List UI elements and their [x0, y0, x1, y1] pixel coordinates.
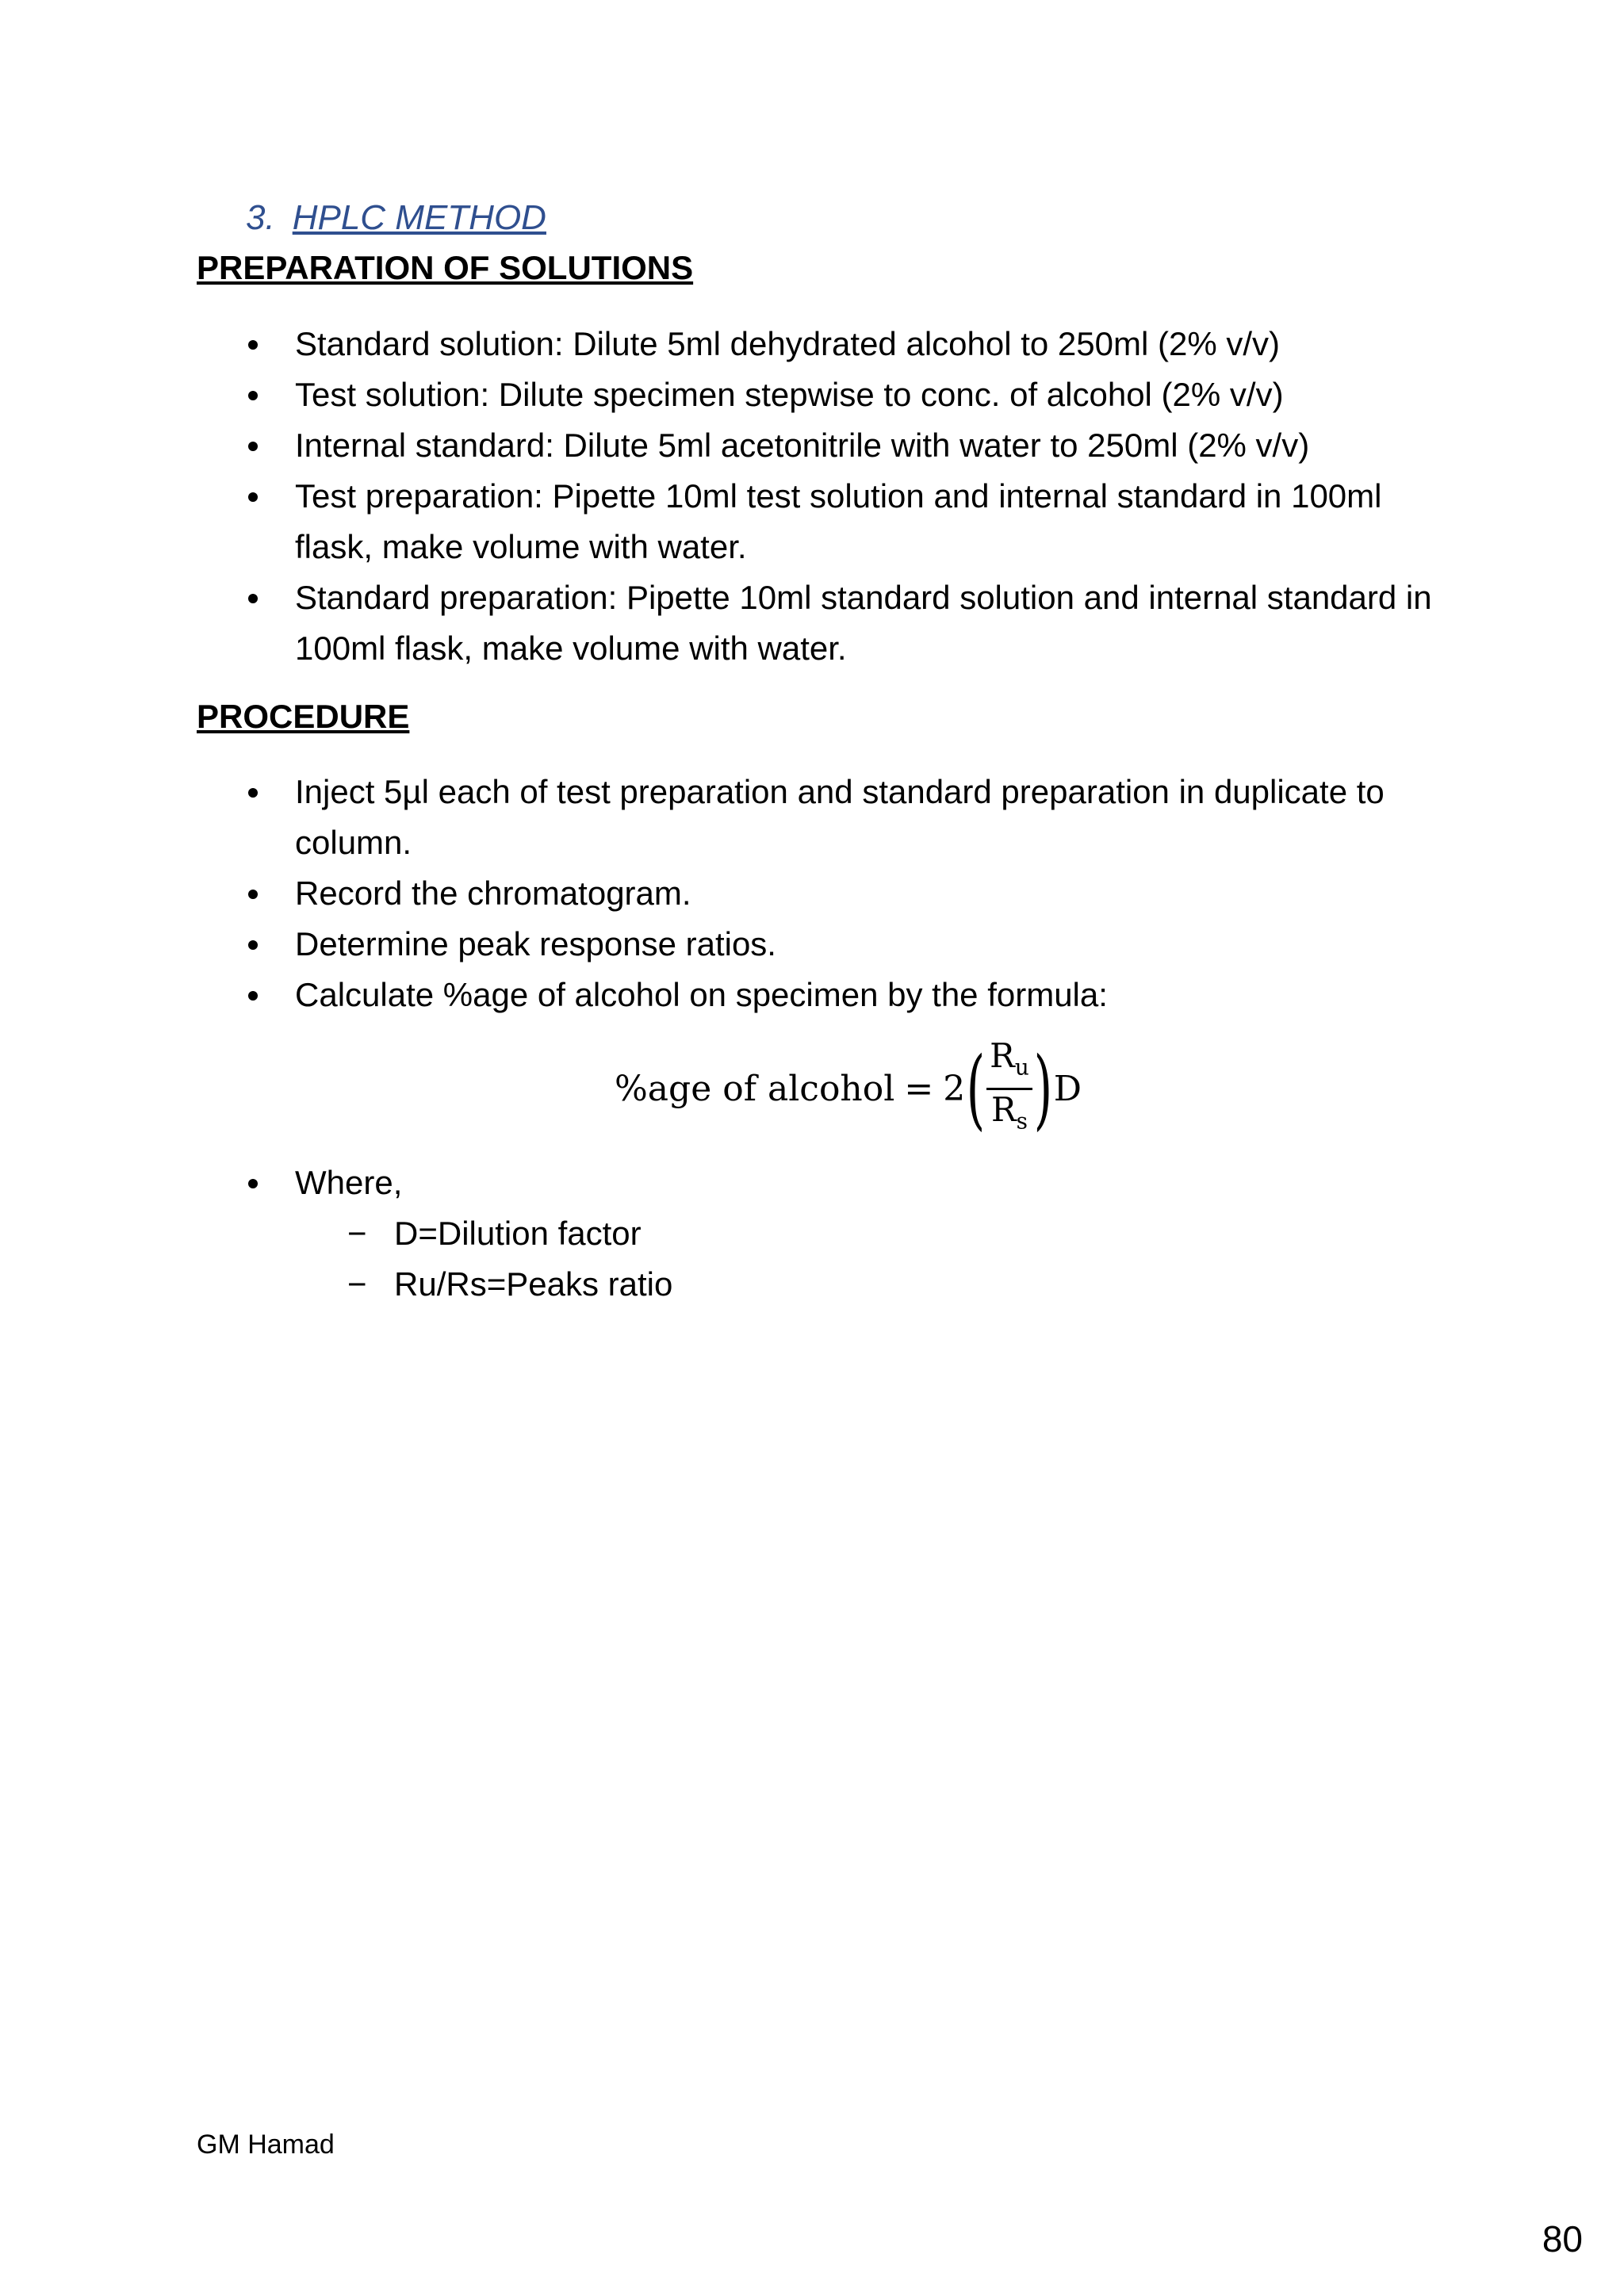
- list-item: [0, 1259, 672, 1310]
- procedure-heading: PROCEDURE: [197, 698, 410, 735]
- list-item-text: Record the chromatogram.: [295, 874, 691, 912]
- list-item-text: Test solution: Dilute specimen stepwise to conc. of alcohol (2% v/v): [295, 376, 1284, 413]
- list-item: [0, 919, 1624, 970]
- section-number: 3.: [246, 198, 275, 237]
- list-item: [0, 1208, 672, 1259]
- list-item: [0, 767, 1624, 868]
- bullet-icon: [248, 442, 258, 451]
- preparation-heading: PREPARATION OF SOLUTIONS: [197, 249, 694, 286]
- numerator-base: R: [990, 1036, 1015, 1076]
- list-item-text: Inject 5µl each of test preparation and standard preparation in duplicate to column.: [295, 773, 1385, 861]
- bullet-icon: [248, 890, 258, 899]
- right-paren: ): [1033, 1038, 1053, 1139]
- list-item: [0, 369, 1624, 420]
- left-paren: (: [966, 1038, 986, 1139]
- footer-author: GM Hamad: [197, 2130, 335, 2160]
- list-item: [0, 319, 1624, 369]
- denominator-subscript: s: [1016, 1107, 1028, 1134]
- denominator-base: R: [990, 1089, 1017, 1129]
- definition-text: D=Dilution factor: [394, 1215, 642, 1252]
- bullet-icon: [248, 391, 258, 400]
- section-title: HPLC METHOD: [292, 198, 546, 237]
- where-label: Where,: [295, 1164, 403, 1201]
- numerator-subscript: u: [1014, 1054, 1029, 1081]
- list-item: [0, 471, 1624, 572]
- list-item: [0, 970, 1624, 1020]
- bullet-icon: [248, 340, 258, 350]
- definition-text: Ru/Rs=Peaks ratio: [394, 1265, 673, 1303]
- dash-icon: −: [347, 1265, 367, 1303]
- formula-factor: D: [1053, 1068, 1082, 1109]
- dash-icon: −: [347, 1215, 367, 1252]
- bullet-icon: [248, 991, 258, 1001]
- formula-equals: =: [904, 1068, 934, 1109]
- alcohol-percentage-formula: [615, 1037, 1082, 1140]
- list-item: [0, 572, 1624, 674]
- where-list: [0, 1158, 1624, 1208]
- preparation-list: [0, 319, 1624, 674]
- list-item: [0, 868, 1624, 919]
- list-item: [0, 420, 1624, 471]
- bullet-icon: [248, 1179, 258, 1188]
- page-number: 80: [1542, 2218, 1583, 2260]
- where-definitions: [0, 1208, 672, 1310]
- formula-coefficient: 2: [943, 1068, 966, 1109]
- bullet-icon: [248, 594, 258, 603]
- fraction-numerator: [986, 1036, 1032, 1087]
- formula-fraction: [986, 1036, 1032, 1141]
- bullet-icon: [248, 492, 258, 502]
- section-heading-hplc: [246, 198, 546, 238]
- bullet-icon: [248, 940, 258, 950]
- bullet-icon: [248, 788, 258, 798]
- formula-lhs: %age of alcohol: [615, 1068, 895, 1109]
- list-item: [0, 1158, 1624, 1208]
- list-item-text: Calculate %age of alcohol on specimen by the formula:: [295, 976, 1108, 1013]
- fraction-denominator: [988, 1090, 1031, 1141]
- list-item-text: Standard preparation: Pipette 10ml standard solution and internal standard in 100ml flask, make volume with water.: [295, 579, 1432, 667]
- list-item-text: Standard solution: Dilute 5ml dehydrated alcohol to 250ml (2% v/v): [295, 325, 1280, 362]
- list-item-text: Determine peak response ratios.: [295, 925, 776, 962]
- procedure-list: [0, 767, 1624, 1020]
- list-item-text: Test preparation: Pipette 10ml test solution and internal standard in 100ml flask, make volume with water.: [295, 477, 1382, 565]
- list-item-text: Internal standard: Dilute 5ml acetonitrile with water to 250ml (2% v/v): [295, 427, 1310, 464]
